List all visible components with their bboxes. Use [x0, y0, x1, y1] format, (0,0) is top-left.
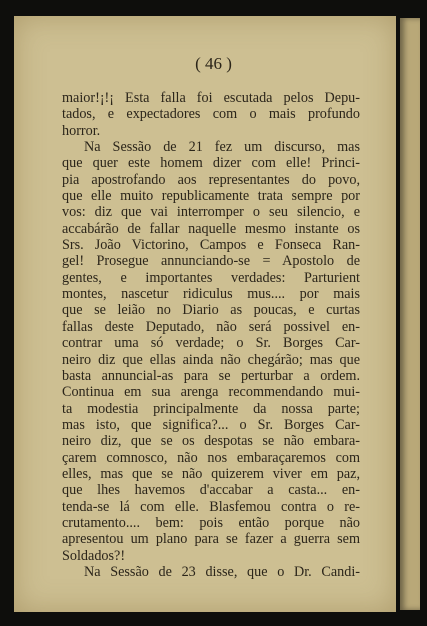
text-line: elles, mas que se não quizerem viver em paz,	[62, 465, 360, 482]
text-line: çarem comnosco, não nos embaraçaremos com	[62, 449, 360, 466]
text-line: Soldados?!	[62, 547, 126, 564]
text-line: mas isto, que significa?... o Sr. Borges Car-	[62, 416, 360, 433]
text-line: horror.	[62, 122, 101, 139]
text-line: tenda-se lá com elle. Blasfemou contra o re-	[62, 498, 360, 515]
text-line: gentes, e importantes verdades: Parturient	[62, 269, 360, 286]
text-line: basta annuncial-as para se perturbar a ordem.	[62, 367, 360, 384]
text-line: ta modestia principalmente da nossa parte;	[62, 400, 360, 417]
text-line: accabárão de fallar naquelle mesmo instante os	[62, 220, 360, 237]
text-line: neiro diz, que se os despotas se não embara-	[62, 433, 360, 450]
text-line: neiro diz que ellas ainda não chegárão; mas que	[62, 351, 360, 368]
text-line: vos: diz que vai interromper o seu silencio, e	[62, 204, 360, 221]
text-line: contrar uma só verdade; o Sr. Borges Car-	[62, 335, 360, 352]
text-line: Srs. João Victorino, Campos e Fonseca Ran-	[62, 237, 360, 254]
text-line: montes, nascetur ridiculus mus.... por mais	[62, 286, 360, 303]
text-line: que elle muito republicamente trata sempre por	[62, 188, 360, 205]
text-line: apresentou um plano para se fazer a guerra sem	[62, 531, 360, 548]
text-line: maior!¡!¡ Esta falla foi escutada pelos Depu-	[62, 90, 360, 106]
text-line: crutamento.... bem: pois então porque não	[62, 514, 360, 531]
text-line: tados, e expectadores com o mais profundo	[62, 106, 360, 123]
text-line: que quer este homem dizer com elle! Princi-	[62, 155, 360, 172]
text-line: fallas deste Deputado, não será possivel en-	[62, 318, 360, 335]
facing-page-edge	[400, 18, 420, 610]
text-line: pia apostrofando aos representantes do povo,	[62, 171, 360, 188]
text-line: Na Sessão de 21 fez um discurso, mas	[84, 139, 360, 156]
text-line: gel! Prosegue annunciando-se = Apostolo de	[62, 253, 360, 270]
body-text	[62, 90, 360, 580]
text-line: que lhes havemos d'accabar a casta... en-	[62, 482, 360, 499]
page-number: ( 46 )	[195, 54, 232, 73]
text-line: Na Sessão de 23 disse, que o Dr. Candi-	[84, 563, 360, 580]
text-line: Continua em sua arenga recommendando mui-	[62, 384, 360, 401]
text-line: que se leião no Diario as poucas, e curtas	[62, 302, 360, 319]
